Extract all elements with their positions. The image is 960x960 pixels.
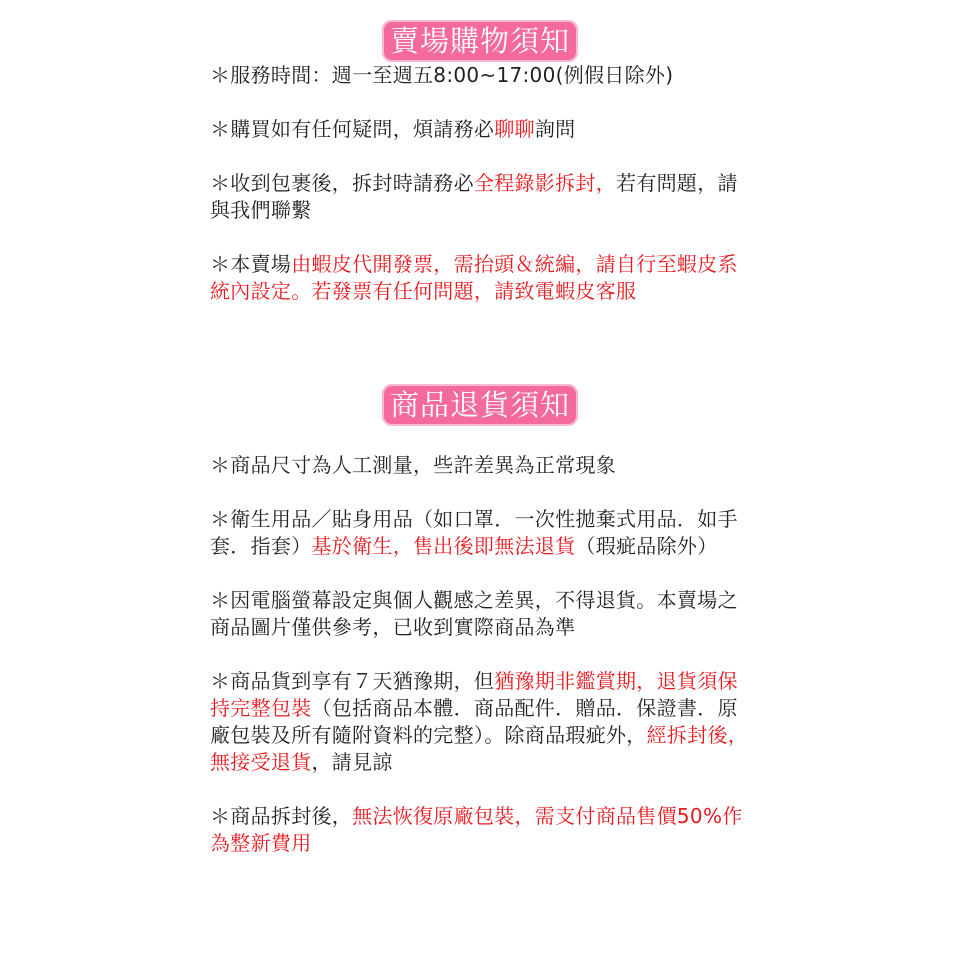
returns-item bbox=[210, 587, 750, 641]
notice-text: （瑕疵品除外） bbox=[575, 534, 718, 558]
notice-text: ＊商品尺寸為人工測量，些許差異為正常現象 bbox=[210, 453, 616, 477]
notice-text: ＊服務時間：週一至週五8:00~17:00(例假日除外) bbox=[210, 63, 674, 87]
returns-notice-section bbox=[210, 452, 750, 884]
shopping-item bbox=[210, 170, 750, 224]
notice-text: 詢問 bbox=[534, 117, 576, 141]
returns-item bbox=[210, 803, 750, 857]
emphasis-text: 猶豫期非鑑賞期，退貨須保持完整包裝 bbox=[210, 669, 738, 720]
emphasis-text: 全程錄影拆封， bbox=[473, 171, 617, 195]
notice-text: ＊商品拆封後， bbox=[210, 804, 353, 828]
shopping-item bbox=[210, 62, 750, 89]
notice-text: ＊因電腦螢幕設定與個人觀感之差異，不得退貨。本賣場之商品圖片僅供參考，已收到實際商品為準 bbox=[210, 588, 738, 639]
returns-item bbox=[210, 506, 750, 560]
notice-text: ，請見諒 bbox=[311, 750, 393, 774]
returns-heading-wrap bbox=[0, 384, 960, 426]
shopping-heading-wrap bbox=[0, 20, 960, 62]
returns-item bbox=[210, 452, 750, 479]
shopping-item bbox=[210, 116, 750, 143]
shopping-item bbox=[210, 251, 750, 305]
notice-text: ＊衛生用品／貼身用品（如口罩．一次性拋棄式用品．如手套．指套） bbox=[210, 507, 738, 558]
notice-text: ＊購買如有任何疑問，煩請務必 bbox=[210, 117, 495, 141]
emphasis-text: 經拆封後，無接受退貨 bbox=[210, 723, 749, 774]
returns-item bbox=[210, 668, 750, 776]
emphasis-text: 聊聊 bbox=[494, 117, 535, 141]
shopping-notice-title: 賣場購物須知 bbox=[382, 20, 578, 62]
emphasis-text: 由蝦皮代開發票，需抬頭＆統編，請自行至蝦皮系統內設定。若發票有任何問題，請致電蝦皮客服 bbox=[210, 252, 738, 303]
emphasis-text: 無法恢復原廠包裝，需支付商品售價50%作為整新費用 bbox=[210, 804, 743, 855]
returns-notice-title: 商品退貨須知 bbox=[382, 384, 578, 426]
notice-text: ＊商品貨到享有７天猶豫期，但 bbox=[210, 669, 495, 693]
notice-text: 若有問題，請與我們聯繫 bbox=[210, 171, 738, 222]
shopping-notice-section bbox=[210, 62, 750, 332]
notice-text: （包括商品本體．商品配件．贈品．保證書．原廠包裝及所有隨附資料的完整）。除商品瑕疵外， bbox=[210, 696, 738, 747]
notice-text: ＊本賣場 bbox=[210, 252, 292, 276]
emphasis-text: 基於衛生，售出後即無法退貨 bbox=[311, 534, 576, 558]
notice-text: ＊收到包裹後，拆封時請務必 bbox=[210, 171, 474, 195]
